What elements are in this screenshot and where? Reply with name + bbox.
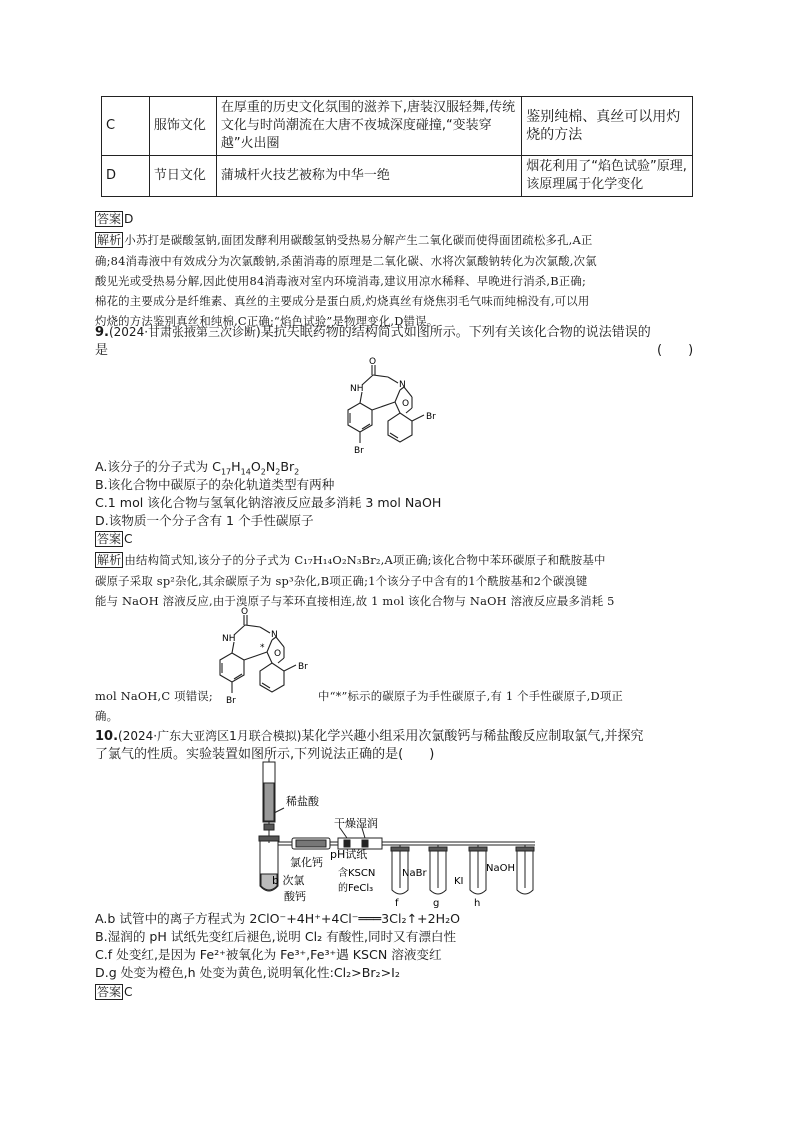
q9-analysis-line: mol NaOH,C 项错误; (95, 689, 213, 703)
answer-value: D (124, 212, 134, 226)
label-f: f (395, 898, 399, 908)
q8-analysis-line: 解析 小苏打是碳酸氢钠,面团发酵利用碳酸氢钠受热易分解产生二氧化碳而使得面团疏松多孔,A正 (97, 233, 593, 247)
q9-stem-2: 是 ( ) (95, 343, 694, 358)
culture-table (101, 96, 693, 197)
q8-analysis-line: 酸见光或受热易分解,因此使用84消毒液对室内环境消毒,建议用凉水稀释、早晚进行消杀,B正确; (95, 274, 587, 288)
label-naoh: NaOH (486, 863, 515, 874)
chiral-star: * (260, 643, 265, 653)
q10-stem: 10.(2024·广东大亚湾区1月联合模拟)某化学兴趣小组采用次氯酸钙与稀盐酸反应制取氯气,并探究 (95, 729, 644, 744)
q9-stem: 9.(2024·甘肃张掖第三次诊断)某抗失眠药物的结构简式如图所示。下列有关该化合物的说法错误的 (95, 325, 651, 340)
option-b: B.湿润的 pH 试纸先变红后褪色,说明 Cl₂ 有酸性,同时又有漂白性 (95, 929, 457, 944)
apparatus-diagram (250, 758, 550, 908)
label-dry: 干燥 (334, 817, 356, 830)
option-d: D.g 处变为橙色,h 处变为黄色,说明氧化性:Cl₂>Br₂>I₂ (95, 965, 400, 980)
answer-tag: 答案 (97, 985, 122, 999)
question-source: (2024·甘肃张掖第三次诊断) (108, 325, 261, 339)
svg-text:O: O (241, 607, 249, 617)
label-b: b 次氯 (272, 874, 305, 887)
label-cacl2: 氯化钙 (290, 856, 323, 869)
molecule-structure (340, 355, 470, 460)
svg-text:NH: NH (222, 634, 236, 644)
table-row (102, 97, 693, 156)
svg-text:N: N (271, 630, 278, 640)
label-fecl3: 的FeCl₃ (338, 883, 374, 894)
table-cell-claim: 鉴别纯棉、真丝可以用灼烧的方法 (522, 97, 693, 156)
label-hcl: 稀盐酸 (286, 795, 319, 808)
q9-answer (95, 530, 700, 549)
option-d: D.该物质一个分子含有 1 个手性碳原子 (95, 513, 314, 528)
q8-analysis-line: 确;84消毒液中有效成分为次氯酸钠,杀菌消毒的原理是二氧化碳、水将次氯酸钠转化为次氯酸,次氯 (95, 254, 597, 268)
q10-stem-2: 了氯气的性质。实验装置如图所示,下列说法正确的是( ) (95, 747, 435, 762)
analysis-tag: 解析 (97, 233, 122, 247)
table-cell-key: D (102, 156, 150, 197)
table-cell-desc: 在厚重的历史文化氛围的滋养下,唐装汉服轻舞,传统文化与时尚潮流在大唐不夜城深度碰撞,“变装穿越”火出圈 (216, 97, 521, 156)
label-wet: 湿润 (356, 817, 378, 830)
svg-text:Br: Br (426, 412, 436, 422)
svg-text:Br: Br (226, 696, 236, 705)
label-nabr: NaBr (402, 868, 427, 879)
option-c: C.1 mol 该化合物与氢氧化钠溶液反应最多消耗 3 mol NaOH (95, 495, 442, 510)
q8-answer (95, 210, 700, 229)
option-a: A.b 试管中的离子方程式为 2ClO⁻+4H⁺+4Cl⁻═══3Cl₂↑+2H₂O (95, 911, 461, 926)
table-row (102, 156, 693, 197)
label-kscn: 含KSCN (338, 868, 376, 879)
q8-analysis-line: 灼烧的方法鉴别真丝和纯棉,C正确;“焰色试验”是物理变化,D错误。 (95, 314, 439, 328)
svg-text:Br: Br (298, 662, 308, 672)
answer-bracket: ( ) (657, 343, 694, 358)
label-b2: 酸钙 (284, 890, 306, 903)
answer-value: C (124, 985, 133, 999)
q9-analysis-line: 解析 由结构简式知,该分子的分子式为 C₁₇H₁₄O₂N₃Br₂,A项正确;该化合物中苯环碳原子和酰胺基中 (97, 553, 606, 567)
analysis-tag: 解析 (97, 553, 122, 567)
question-number: 10. (95, 729, 119, 744)
table-cell-desc: 蒲城杆火技艺被称为中华一绝 (216, 156, 521, 197)
label-ki: KI (454, 876, 464, 887)
answer-tag: 答案 (97, 212, 122, 226)
q9-analysis-line: 中“*”标示的碳原子为手性碳原子,有 1 个手性碳原子,D项正 (318, 689, 623, 703)
q9-analysis-line: 碳原子采取 sp²杂化,其余碳原子为 sp³杂化,B项正确;1个该分子中含有的1个酰胺基和2个碳溴键 (95, 574, 588, 588)
q9-analysis-line: 确。 (95, 709, 119, 723)
table-cell-claim: 烟花利用了“焰色试验”原理,该原理属于化学变化 (522, 156, 693, 197)
q9-analysis-line: 能与 NaOH 溶液反应,由于溴原子与苯环直接相连,故 1 mol 该化合物与 NaOH 溶液反应最多消耗 5 (95, 594, 615, 608)
label-g: g (433, 898, 440, 908)
question-number: 9. (95, 325, 109, 340)
question-source: (2024·广东大亚湾区1月联合模拟) (118, 729, 302, 743)
svg-text:NH: NH (350, 384, 364, 394)
table-cell-key: C (102, 97, 150, 156)
option-c: C.f 处变红,是因为 Fe²⁺被氧化为 Fe³⁺,Fe³⁺遇 KSCN 溶液变红 (95, 947, 442, 962)
label-ph: pH试纸 (330, 848, 368, 861)
option-a: A.该分子的分子式为 $C_{17}H_{14}O_2N_2Br_2$ (95, 459, 300, 477)
answer-tag: 答案 (97, 532, 122, 546)
svg-text:N: N (399, 380, 406, 390)
svg-text:Br: Br (354, 446, 364, 456)
answer-value: C (124, 532, 133, 546)
table-cell-category: 服饰文化 (149, 97, 216, 156)
label-h: h (474, 898, 481, 908)
svg-text:O: O (369, 357, 377, 367)
svg-text:O: O (402, 399, 410, 409)
svg-text:O: O (274, 649, 282, 659)
q8-analysis-line: 棉花的主要成分是纤维素、真丝的主要成分是蛋白质,灼烧真丝有烧焦羽毛气味而纯棉没有,可以用 (95, 294, 590, 308)
table-cell-category: 节日文化 (149, 156, 216, 197)
q10-answer (95, 983, 700, 1002)
option-b: B.该化合物中碳原子的杂化轨道类型有两种 (95, 477, 335, 492)
